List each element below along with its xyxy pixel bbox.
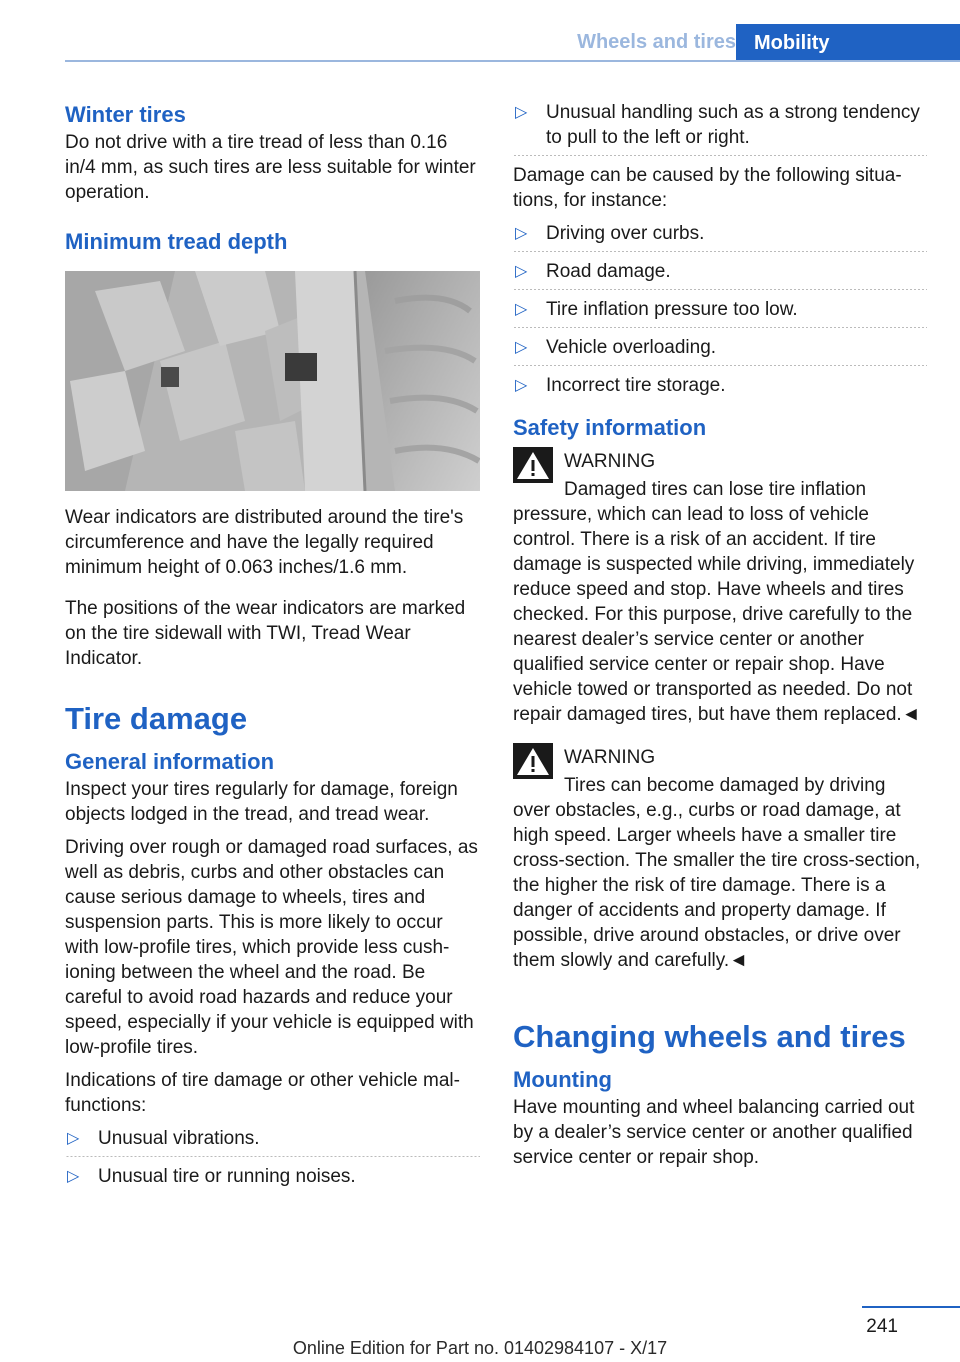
winter-tires-text: Do not drive with a tire tread of less than 0.16 in/4 mm, as such tires are less suitable for winter operation.	[65, 132, 476, 203]
list-item: ▷ Unusual handling such as a strong tendency to pull to the left or right.	[513, 100, 927, 157]
left-column	[65, 100, 480, 1202]
triangle-bullet-icon: ▷	[515, 377, 528, 394]
list-item: ▷ Driving over curbs.	[513, 221, 927, 253]
triangle-bullet-icon: ▷	[515, 263, 528, 280]
rough-road-text: Driving over rough or damaged road surfaces, as well as debris, curbs and other obstacles can cause serious damage to wheels, tires and suspension parts. This is more likely to occur with low-profile tires, which provide less cushioning between the wheel and the road. Be careful to avoid road hazards and reduce your speed, especially if your vehicle is equipped with low-profile tires.	[65, 837, 478, 1058]
right-column	[513, 100, 927, 1170]
list-item: ▷ Unusual vibrations.	[65, 1126, 480, 1158]
edition-footer: Online Edition for Part no. 01402984107 - X/17	[292, 1338, 668, 1358]
triangle-bullet-icon: ▷	[515, 225, 528, 242]
warning-first-line: Tires can become damaged by driving	[564, 775, 886, 796]
inspect-text: Inspect your tires regularly for damage, foreign objects lodged in the tread, and tread wear.	[65, 779, 458, 825]
chapter-tab: Mobility	[736, 24, 960, 62]
min-tread-heading: Minimum tread depth	[65, 229, 288, 254]
warning-block-2	[513, 743, 927, 973]
footer-rule	[862, 1306, 960, 1308]
header-rule	[65, 60, 960, 62]
triangle-bullet-icon: ▷	[67, 1168, 80, 1185]
warning-text: pressure, which can lead to loss of vehicle control. There is a risk of an accident. If tire damage is suspected while driving, immediately reduce speed and stop. Have wheels and tires checked. For this purpose, drive carefully to the nearest dealer’s service center or another qualified service center or repair shop. Have vehicle towed or transported as needed. Do not repair damaged tires, but have them replaced.◄	[513, 504, 921, 725]
indications-text: Indications of tire damage or other vehicle malfunctions:	[65, 1070, 460, 1116]
general-info-heading: General information	[65, 749, 275, 774]
mounting-text: Have mounting and wheel balancing carried out by a dealer’s service center or another qualified service center or repair shop.	[513, 1097, 915, 1168]
wear-indicators-text: Wear indicators are distributed around the tire's circumference and have the legally required minimum height of 0.063 inches/1.6 mm.	[65, 507, 464, 578]
warning-first-line: Damaged tires can lose tire inflation	[564, 479, 867, 500]
page-header	[0, 0, 960, 62]
tire-tread-photo	[65, 271, 480, 491]
triangle-bullet-icon: ▷	[515, 104, 528, 121]
warning-triangle-icon	[513, 743, 553, 779]
situations-list	[513, 221, 927, 405]
indications-list	[65, 1126, 480, 1196]
list-item: ▷ Road damage.	[513, 259, 927, 291]
triangle-bullet-icon: ▷	[515, 339, 528, 356]
damage-causes-text: Damage can be caused by the following situations, for instance:	[513, 165, 902, 211]
tire-damage-heading: Tire damage	[65, 701, 248, 736]
mounting-heading: Mounting	[513, 1067, 612, 1092]
page-number: 241	[866, 1316, 898, 1337]
wear-positions-text: The positions of the wear indicators are marked on the tire sidewall with TWI, Tread Wear Indicator.	[65, 598, 466, 669]
changing-wheels-heading: Changing wheels and tires	[513, 1019, 906, 1054]
section-title: Wheels and tires	[577, 31, 736, 53]
list-item: ▷ Incorrect tire storage.	[515, 375, 726, 396]
warning-triangle-icon	[513, 447, 553, 483]
handling-list	[513, 100, 927, 157]
list-item: ▷ Unusual tire or running noises.	[67, 1166, 356, 1187]
list-item: ▷ Tire inflation pressure too low.	[513, 297, 927, 329]
warning-label: WARNING	[564, 451, 656, 472]
list-item: ▷ Vehicle overloading.	[513, 335, 927, 367]
triangle-bullet-icon: ▷	[67, 1130, 80, 1147]
triangle-bullet-icon: ▷	[515, 301, 528, 318]
warning-text: over obstacles, e.g., curbs or road damage, at high speed. Larger wheels have a smaller tire cross-section. The smaller the tire cross-section, the higher the risk of tire damage. There is a danger of accidents and property damage. If possible, drive around obstacles, or drive over them slowly and carefully.◄	[513, 800, 921, 971]
warning-block-1	[513, 447, 927, 727]
warning-label: WARNING	[564, 747, 656, 768]
winter-tires-heading: Winter tires	[65, 102, 186, 127]
safety-info-heading: Safety information	[513, 415, 707, 440]
